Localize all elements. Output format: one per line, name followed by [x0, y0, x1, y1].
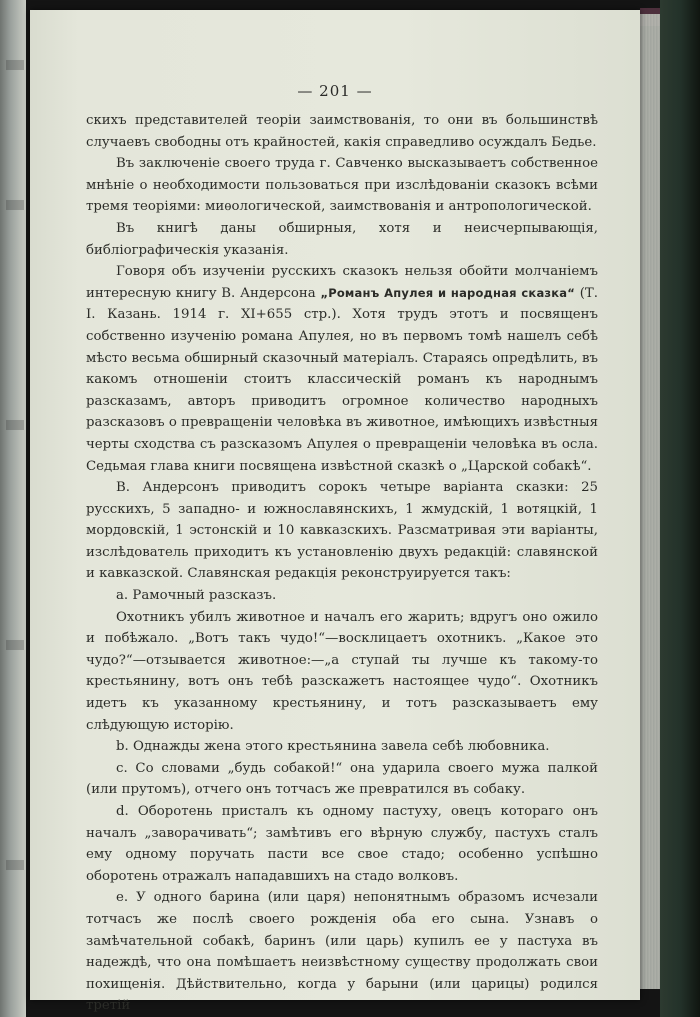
paragraph: d. Оборотень присталъ къ одному пастуху, овецъ котораго онъ началъ „заворачивать“; замѣтивъ его вѣрную службу, пастухъ сталъ ему одному поручать пасти все свое стадо; особенно успѣшно оборотень отражалъ нападавшихъ на стадо волковъ.	[86, 804, 598, 884]
paragraph: скихъ представителей теоріи заимствованія, то они въ большинствѣ случаевъ свободны отъ крайностей, какія справедливо осуждалъ Бедье.	[86, 113, 598, 150]
page-text	[86, 110, 598, 1017]
paragraph-text: Говоря объ изученіи русскихъ сказокъ нельзя обойти молчаніемъ интересную книгу В. Андерсона	[86, 264, 598, 301]
left-page-text-fragment	[6, 420, 24, 430]
paragraph: В. Андерсонъ приводитъ сорокъ четыре варіанта сказки: 25 русскихъ, 5 западно- и южнославянскихъ, 1 жмудскій, 1 вотяцкій, 1 мордовскій, 1 эстонскій и 10 кавказскихъ. Разсматривая эти варіанты, изслѣдователь приходитъ къ установленію двухъ редакцій: славянской и кавказской. Славянская редакція реконструируется такъ:	[86, 480, 598, 582]
book-title: „Романъ Апулея и народная сказка“	[320, 285, 576, 300]
paragraph: Въ заключеніе своего труда г. Савченко высказываетъ собственное мнѣніе о необходимости пользоваться при изслѣдованіи сказокъ всѣми тремя теоріями: миѳологической, заимствованія и антропологической.	[86, 156, 598, 215]
paragraph: Въ книгѣ даны обширныя, хотя и неисчерпывающія, библіографическія указанія.	[86, 220, 598, 258]
paragraph: e. У одного барина (или царя) непонятнымъ образомъ исчезали тотчасъ же послѣ своего рожденія оба его сына. Узнавъ о замѣчательной собакѣ, баринъ (или царь) купилъ ее у пастуха въ надеждѣ, что она помѣшаетъ неизвѣстному существу продолжать свои похищенія. Дѣйствительно, когда у барыни (или царицы) родился третій	[86, 890, 598, 1014]
left-page-text-fragment	[6, 640, 24, 650]
left-page-text-fragment	[6, 200, 24, 210]
paragraph: a. Рамочный разсказъ.	[116, 588, 277, 604]
paragraph-text: (Т. I. Казань. 1914 г. XI+655 стр.). Хотя трудъ этотъ и посвященъ собственно изученію романа Апулея, но въ первомъ томѣ нашелъ себѣ мѣсто весьма обширный сказочный матеріалъ. Стараясь опредѣлить, въ какомъ отношеніи стоитъ классическій романъ къ народнымъ разсказамъ, авторъ приводитъ огромное количество народныхъ разсказовъ о превращеніи человѣка въ животное, имѣющихъ извѣстныя черты сходства съ разсказомъ Апулея о превращеніи человѣка въ осла. Седьмая глава книги посвящена извѣстной сказкѣ о „Царской собакѣ“.	[86, 285, 599, 474]
left-page-edge	[0, 0, 26, 1017]
page-number: — 201 —	[297, 82, 373, 100]
paragraph	[86, 261, 598, 477]
left-page-text-fragment	[6, 60, 24, 70]
paragraph: Охотникъ убилъ животное и началъ его жарить; вдругъ оно ожило и побѣжало. „Вотъ такъ чудо!“—восклицаетъ охотникъ. „Какое это чудо?“—отзывается животное:—„а ступай ты лучше къ такому-то крестьянину, вотъ онъ тебѣ разскажетъ настоящее чудо“. Охотникъ идетъ къ указанному крестьянину, и тотъ разсказываетъ ему слѣдующую исторію.	[86, 609, 598, 733]
paragraph: b. Однажды жена этого крестьянина завела себѣ любовника.	[116, 739, 550, 755]
book-page	[30, 10, 640, 1014]
paragraph: c. Со словами „будь собакой!“ она ударила своего мужа палкой (или прутомъ), отчего онъ тотчасъ же превратился въ собаку.	[86, 760, 598, 798]
left-page-text-fragment	[6, 860, 24, 870]
book-cover	[660, 0, 700, 1017]
